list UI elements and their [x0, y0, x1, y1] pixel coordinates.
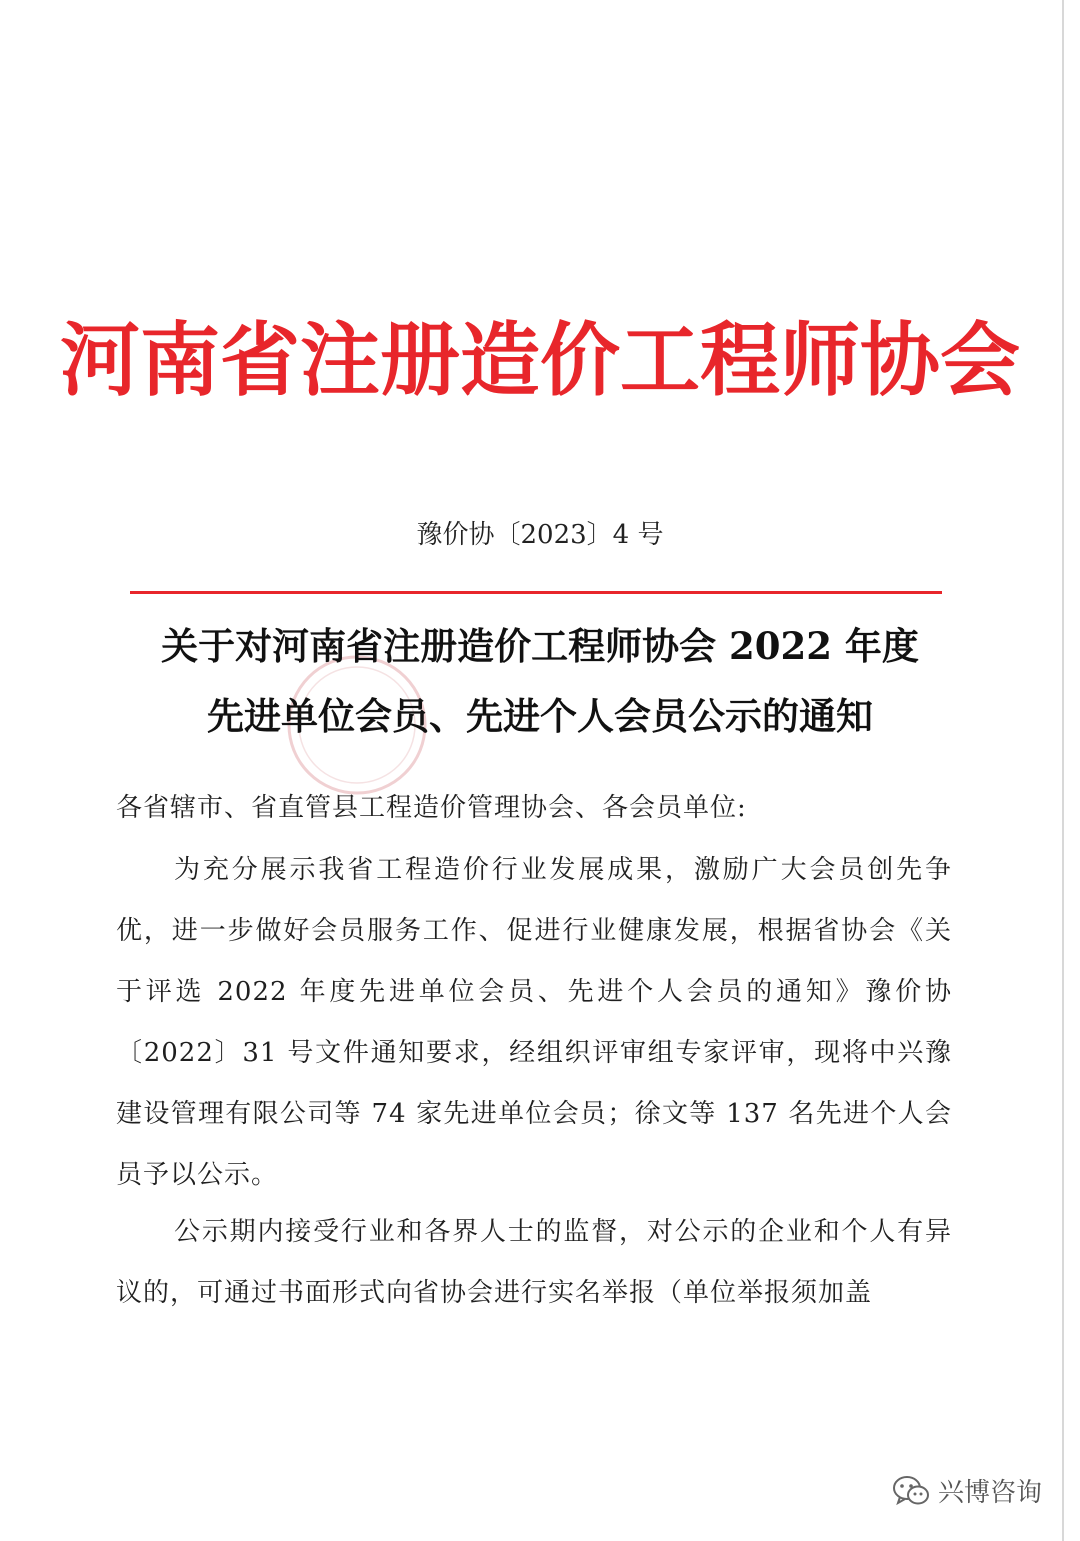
watermark-text: 兴博咨询	[938, 1478, 1043, 1508]
body-paragraph-2: 公示期内接受行业和各界人士的监督，对公示的企业和个人有异议的，可通过书面形式向省协会进行实名举报（单位举报须加盖	[116, 1217, 952, 1308]
document-number: 豫价协〔2023〕4 号	[416, 520, 664, 550]
notice-title-line-2: 先进单位会员、先进个人会员公示的通知	[207, 694, 873, 738]
page-edge	[1062, 0, 1064, 1541]
body-paragraph-1: 为充分展示我省工程造价行业发展成果，激励广大会员创先争优，进一步做好会员服务工作、促进行业健康发展，根据省协会《关于评选 2022 年度先进单位会员、先进个人会员的通知》豫价协〔2022〕31 号文件通知要求，经组织评审组专家评审，现将中兴豫建设管理有限公司等 74 家先进单位会员；徐文等 137 名先进个人会员予以公示。	[116, 855, 952, 1190]
notice-title-line-1: 关于对河南省注册造价工程师协会 2022 年度	[161, 624, 919, 668]
red-divider	[130, 591, 942, 594]
watermark	[892, 1472, 1042, 1509]
masthead: 河南省注册造价工程师协会	[60, 313, 1020, 407]
wechat-icon	[892, 1474, 930, 1508]
salutation: 各省辖市、省直管县工程造价管理协会、各会员单位:	[116, 793, 747, 823]
